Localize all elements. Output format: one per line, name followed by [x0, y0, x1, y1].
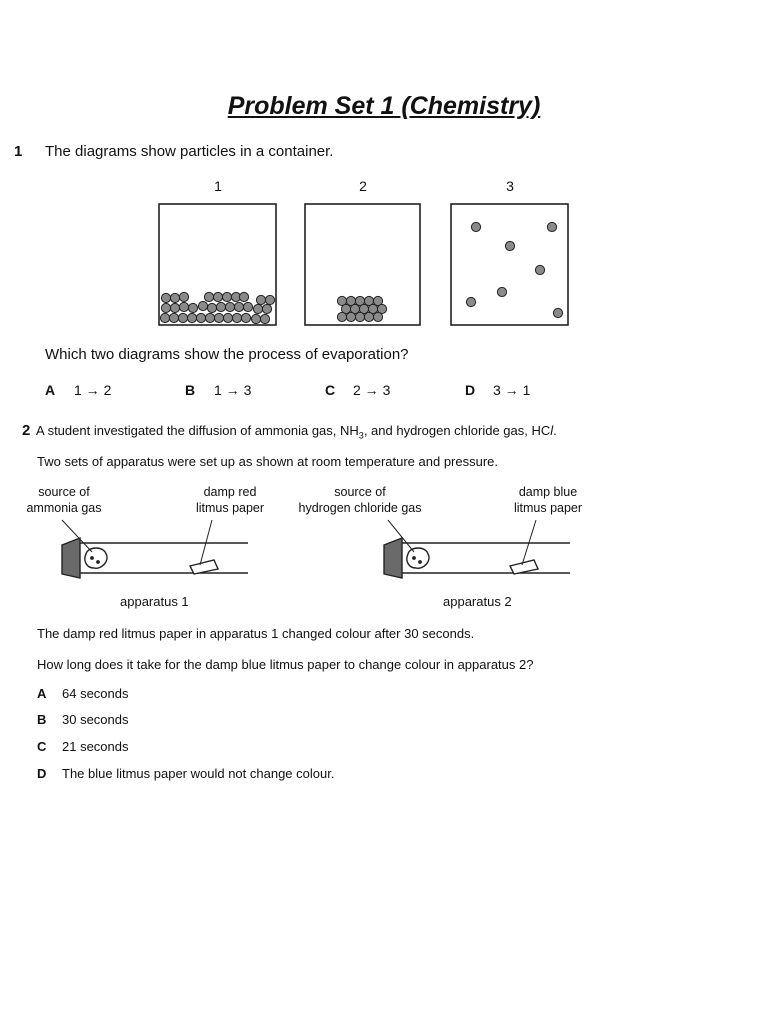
apparatus-1-drawing: [62, 520, 248, 578]
apparatus-2-source-line-2: hydrogen chloride gas: [298, 501, 422, 515]
q2-option-a-letter: A: [37, 686, 47, 701]
question-1-text: The diagrams show particles in a container.: [45, 143, 334, 160]
q2-option-a-text: 64 seconds: [62, 686, 129, 701]
apparatus-1-paper-line-1: damp red: [203, 485, 257, 499]
diagram-2-label: 2: [359, 178, 367, 194]
apparatus-1-paper-line-2: litmus paper: [195, 501, 265, 515]
page-title: Problem Set 1 (Chemistry): [227, 92, 541, 120]
q2-option-c-letter: C: [37, 739, 47, 754]
q1-option-a-text: 1 → 2: [74, 382, 112, 398]
apparatus-2-paper-line-1: damp blue: [518, 485, 578, 499]
q2-text-subscript: 3: [358, 430, 364, 441]
apparatus-1-source-line-1: source of: [38, 485, 90, 499]
apparatus-1-source-line-2: ammonia gas: [26, 501, 102, 515]
q2-option-b-text: 30 seconds: [62, 712, 129, 727]
apparatus-2-paper-line-2: litmus paper: [513, 501, 583, 515]
question-1-number: 1: [14, 143, 23, 160]
q2-text-end: .: [553, 423, 557, 438]
question-2-setup: Two sets of apparatus were set up as shown at room temperature and pressure.: [37, 454, 499, 469]
diagram-1-label: 1: [214, 178, 222, 194]
q1-option-d-letter: D: [465, 382, 476, 398]
question-2-number: 2: [22, 422, 31, 439]
q1-option-c-text: 2 → 3: [353, 382, 391, 398]
question-2-info: The damp red litmus paper in apparatus 1 changed colour after 30 seconds.: [37, 626, 475, 641]
q2-text-part-a: A student investigated the diffusion of ammonia gas, NH: [36, 423, 359, 438]
question-2-prompt: How long does it take for the damp blue litmus paper to change colour in apparatus 2?: [37, 657, 534, 672]
q2-option-b-letter: B: [37, 712, 47, 727]
q2-option-d-letter: D: [37, 766, 47, 781]
diagram-3-label: 3: [506, 178, 514, 194]
q2-option-d-text: The blue litmus paper would not change colour.: [62, 766, 335, 781]
q1-option-b-text: 1 → 3: [214, 382, 252, 398]
q1-option-d-text: 3 → 1: [493, 382, 531, 398]
q2-text-italic-l: l: [550, 423, 554, 438]
apparatus-2-source-line-1: source of: [334, 485, 386, 499]
apparatus-2-drawing: [384, 520, 570, 578]
apparatus-2-caption: apparatus 2: [443, 594, 512, 609]
q1-option-b-letter: B: [185, 382, 196, 398]
q1-option-c-letter: C: [325, 382, 336, 398]
apparatus-1-caption: apparatus 1: [120, 594, 189, 609]
q2-option-c-text: 21 seconds: [62, 739, 129, 754]
question-1-prompt: Which two diagrams show the process of evaporation?: [45, 346, 409, 363]
q1-option-a-letter: A: [45, 382, 56, 398]
q2-text-part-b: , and hydrogen chloride gas, HC: [363, 423, 551, 438]
